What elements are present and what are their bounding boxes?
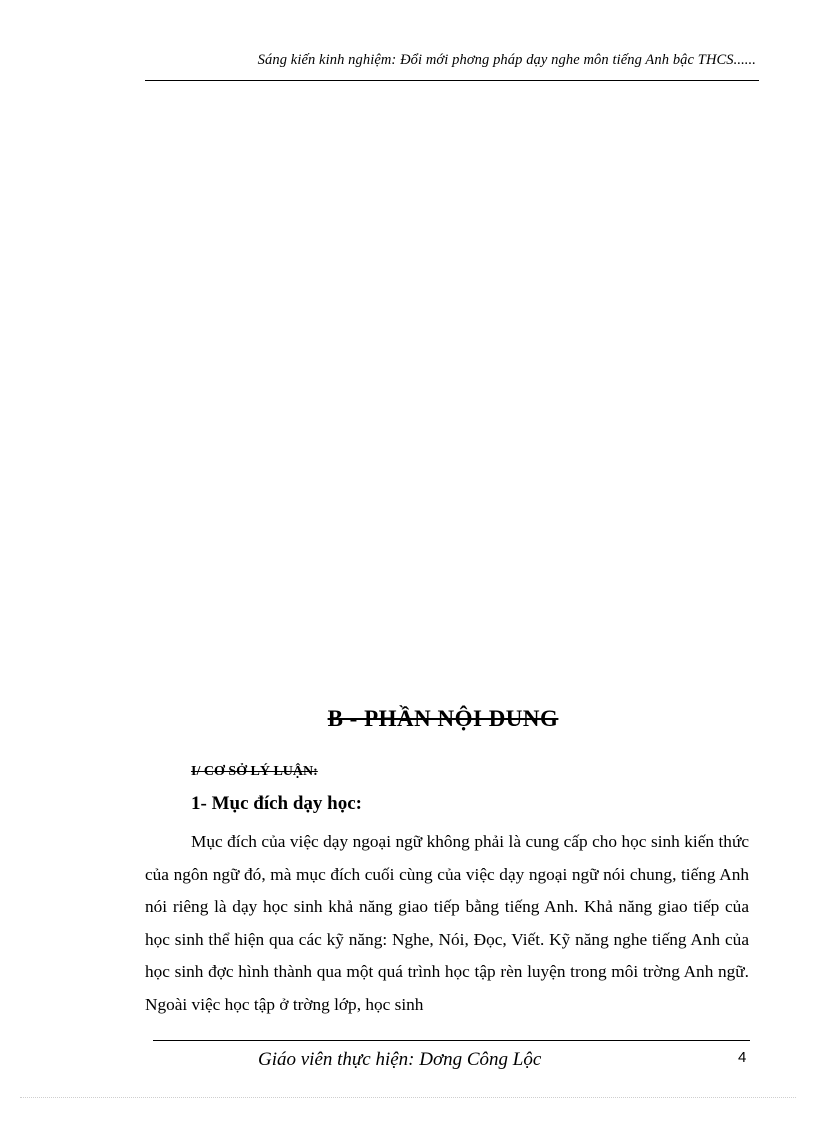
header-rule: [145, 80, 759, 81]
header-title: Sáng kiến kinh nghiệm: Đổi mới phơng pháp dạy nghe môn tiếng Anh bậc THCS......: [257, 52, 756, 68]
body-paragraph: Mục đích của việc dạy ngoại ngữ không phải là cung cấp cho học sinh kiến thức của ngôn ngữ đó, mà mục đích cuối cùng của việc dạy ngoại ngữ nói chung, tiếng Anh nói riêng là dạy học sinh khả năng giao tiếp bằng tiếng Anh. Khả năng giao tiếp của học sinh thể hiện qua các kỹ năng: Nghe, Nói, Đọc, Viết. Kỹ năng nghe tiếng Anh của học sinh đợc hình thành qua một quá trình học tập rèn luyện trong môi trờng Anh ngữ. Ngoài việc học tập ở trờng lớp, học sinh: [145, 832, 749, 1014]
item-heading: 1- Mục đích dạy học:: [191, 793, 362, 814]
section-heading: B - PHẦN NỘI DUNG: [327, 706, 559, 731]
footer-author: Giáo viên thực hiện: Dơng Công Lộc: [258, 1049, 542, 1070]
footer-rule: [153, 1040, 750, 1041]
subsection-heading: I/ CƠ SỞ LÝ LUẬN:: [191, 764, 318, 779]
page-edge: [20, 1097, 796, 1098]
page-number: 4: [738, 1049, 747, 1066]
